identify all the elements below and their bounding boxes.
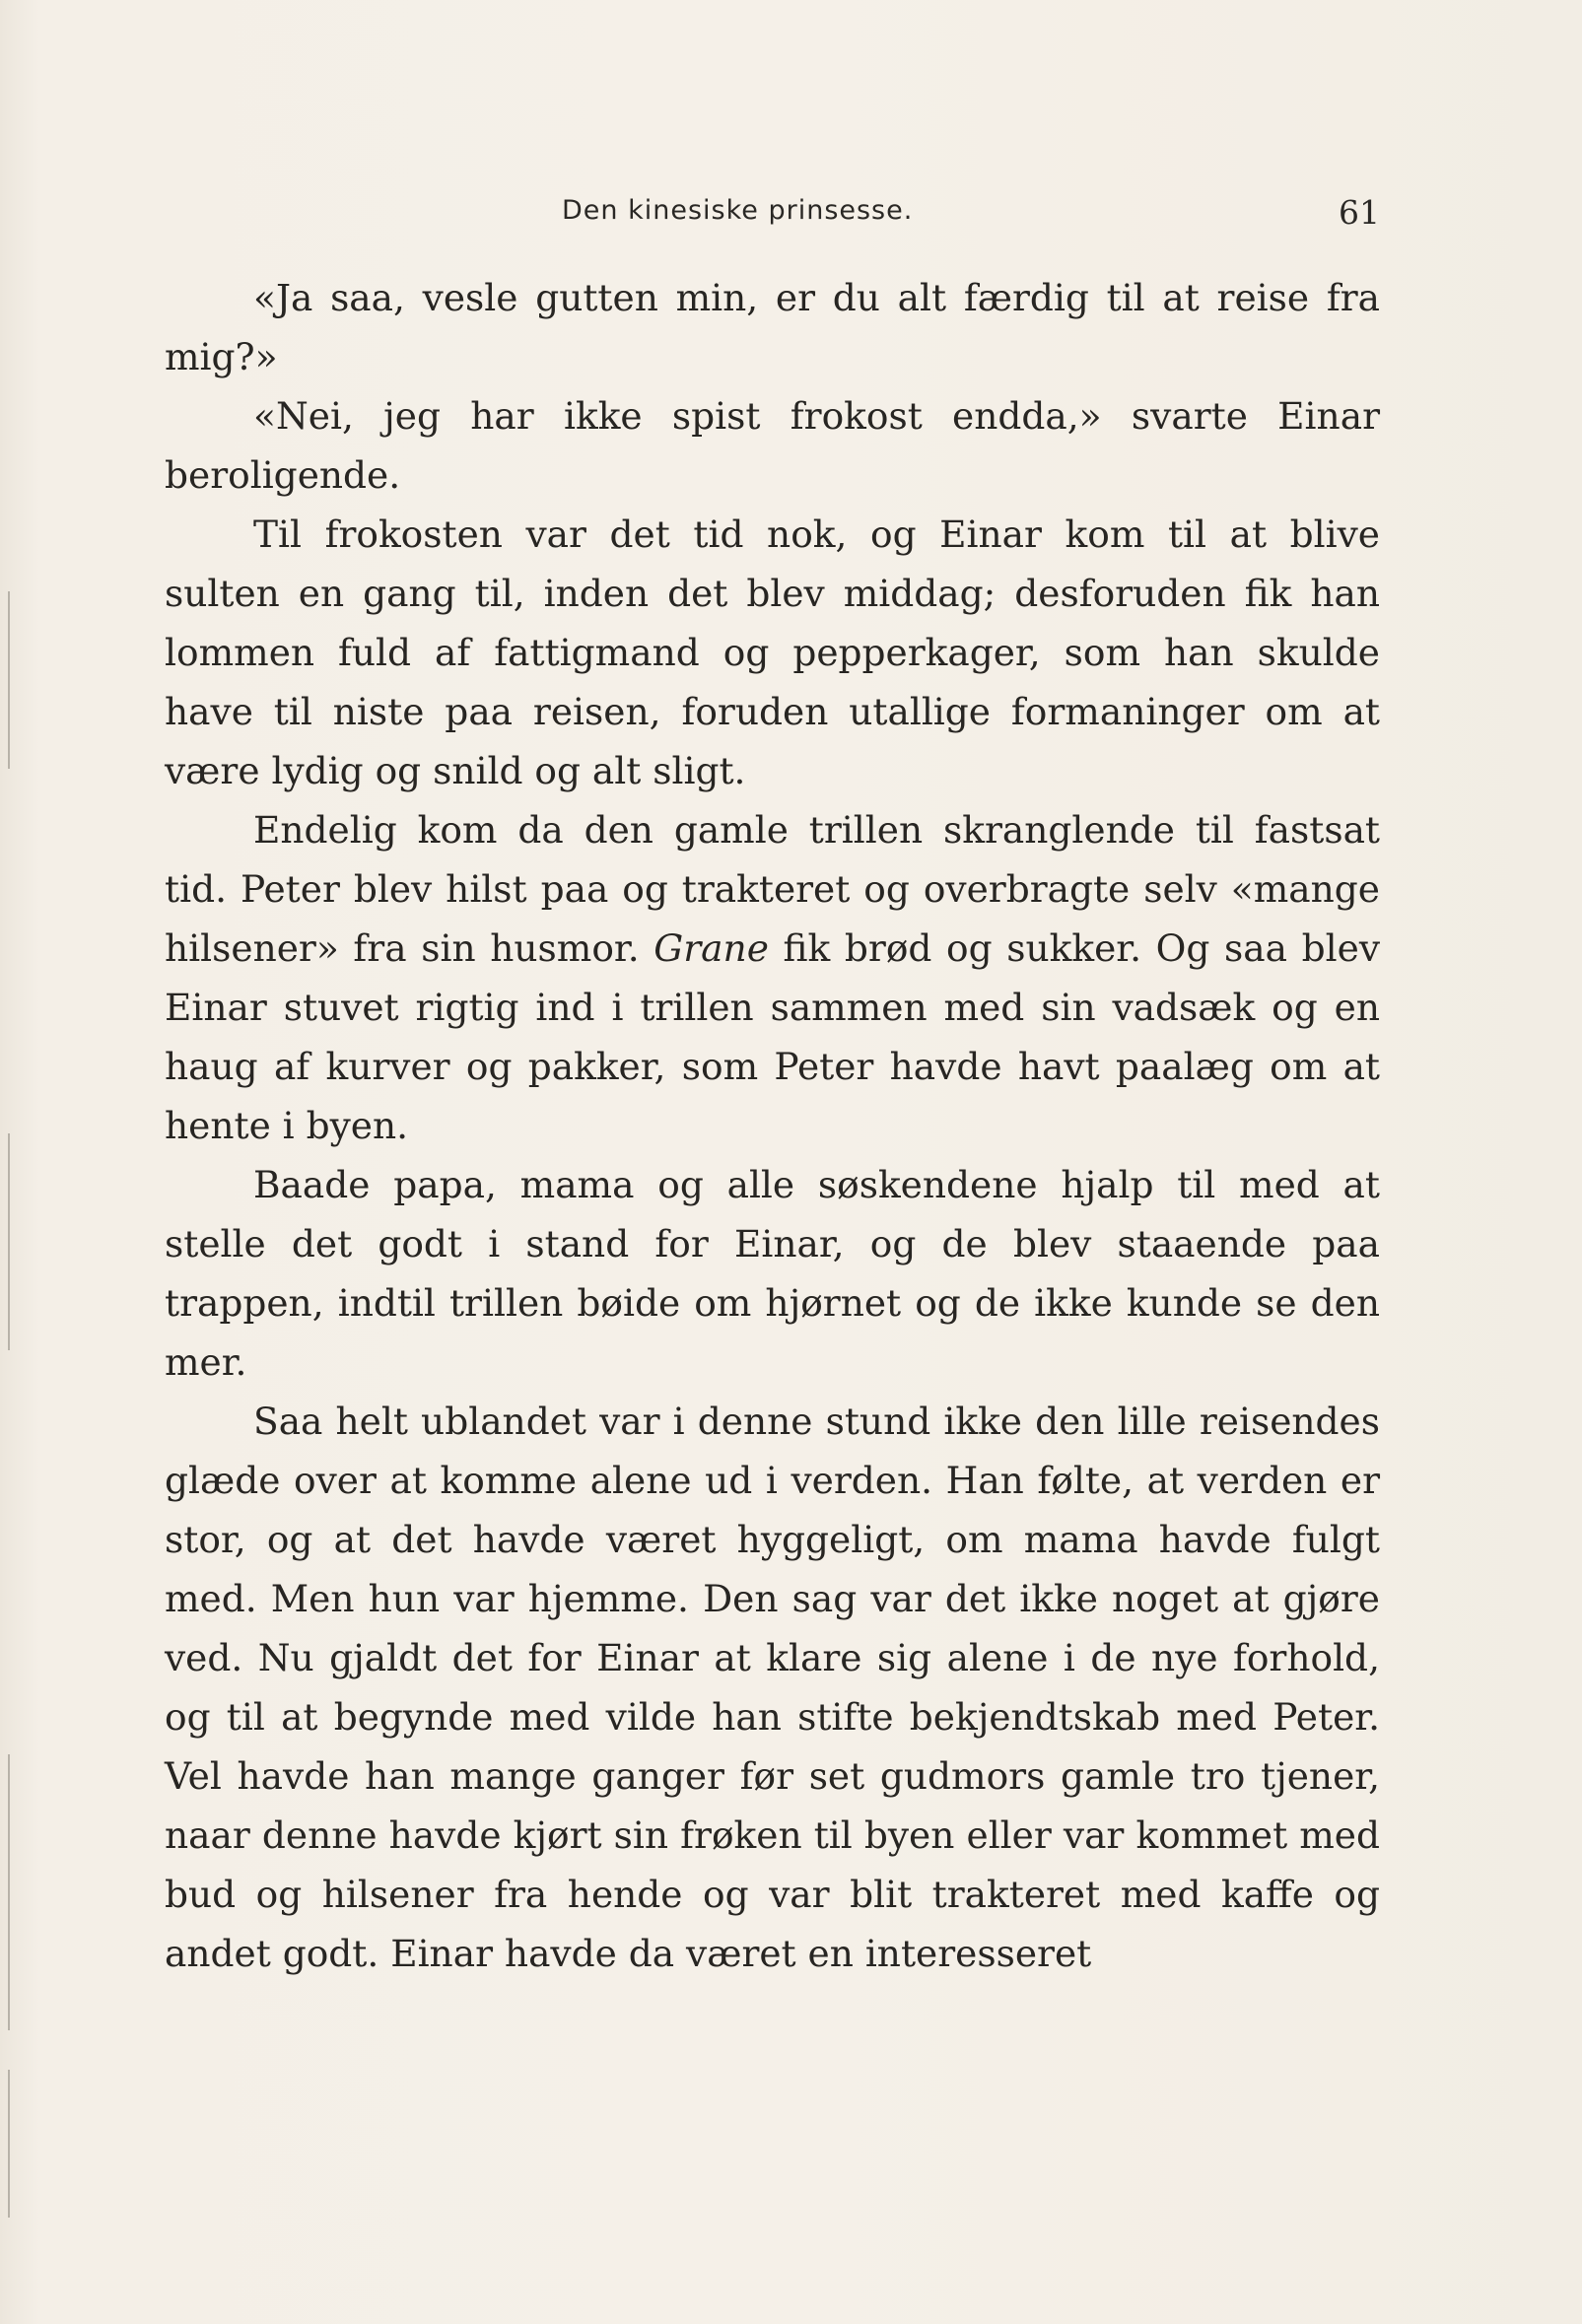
paragraph	[165, 800, 1380, 1155]
paragraph: «Ja saa, vesle gutten min, er du alt færdig til at reise fra mig?»	[165, 276, 1380, 378]
paragraph: Baade papa, mama og alle søskendene hjalp til med at stelle det godt i stand for Einar, og de blev staaende paa trappen, indtil trillen bøide om hjørnet og de ikke kunde se den mer.	[165, 1163, 1380, 1384]
running-title: Den kinesiske prinsesse.	[562, 195, 914, 226]
binding-edge-mark	[8, 1754, 10, 2030]
paragraph-text: Endelig kom da den gamle trillen skranglende til fastsat tid. Peter blev hilst paa og trakteret og overbragte selv «mange hilsener» fra sin husmor.	[165, 808, 1380, 970]
page-header	[163, 193, 1380, 233]
binding-edge-mark	[8, 1133, 10, 1350]
paragraph: Til frokosten var det tid nok, og Einar kom til at blive sulten en gang til, inden det blev middag; desforuden fik han lommen fuld af fattigmand og pepperkager, som han skulde have til niste paa reisen, foruden utallige formaninger om at være lydig og snild og alt sligt.	[165, 513, 1380, 792]
paragraph: «Nei, jeg har ikke spist frokost endda,» svarte Einar beroligende.	[165, 394, 1380, 497]
italic-name: Grane	[653, 926, 769, 970]
paragraph: Saa helt ublandet var i denne stund ikke den lille reisendes glæde over at komme alene ud i verden. Han følte, at verden er stor, og at det havde været hyggeligt, om mama havde fulgt med. Men hun var hjemme. Den sag var det ikke noget at gjøre ved. Nu gjaldt det for Einar at klare sig alene i de nye forhold, og til at begynde med vilde han stifte bekjendtskab med Peter. Vel havde han mange ganger før set gudmors gamle tro tjener, naar denne havde kjørt sin frøken til byen eller var kommet med bud og hilsener fra hende og var blit trakteret med kaffe og andet godt. Einar havde da været en interesseret	[165, 1400, 1380, 1975]
paragraph-text: fik brød og sukker. Og saa blev Einar stuvet rigtig ind i trillen sammen med sin vadsæk og en haug af kurver og pakker, som Peter havde havt paalæg om at hente i byen.	[165, 926, 1380, 1147]
binding-edge-mark	[8, 2070, 10, 2218]
page-number: 61	[1339, 193, 1380, 232]
binding-edge-mark	[8, 591, 10, 769]
body-text	[165, 268, 1380, 1983]
